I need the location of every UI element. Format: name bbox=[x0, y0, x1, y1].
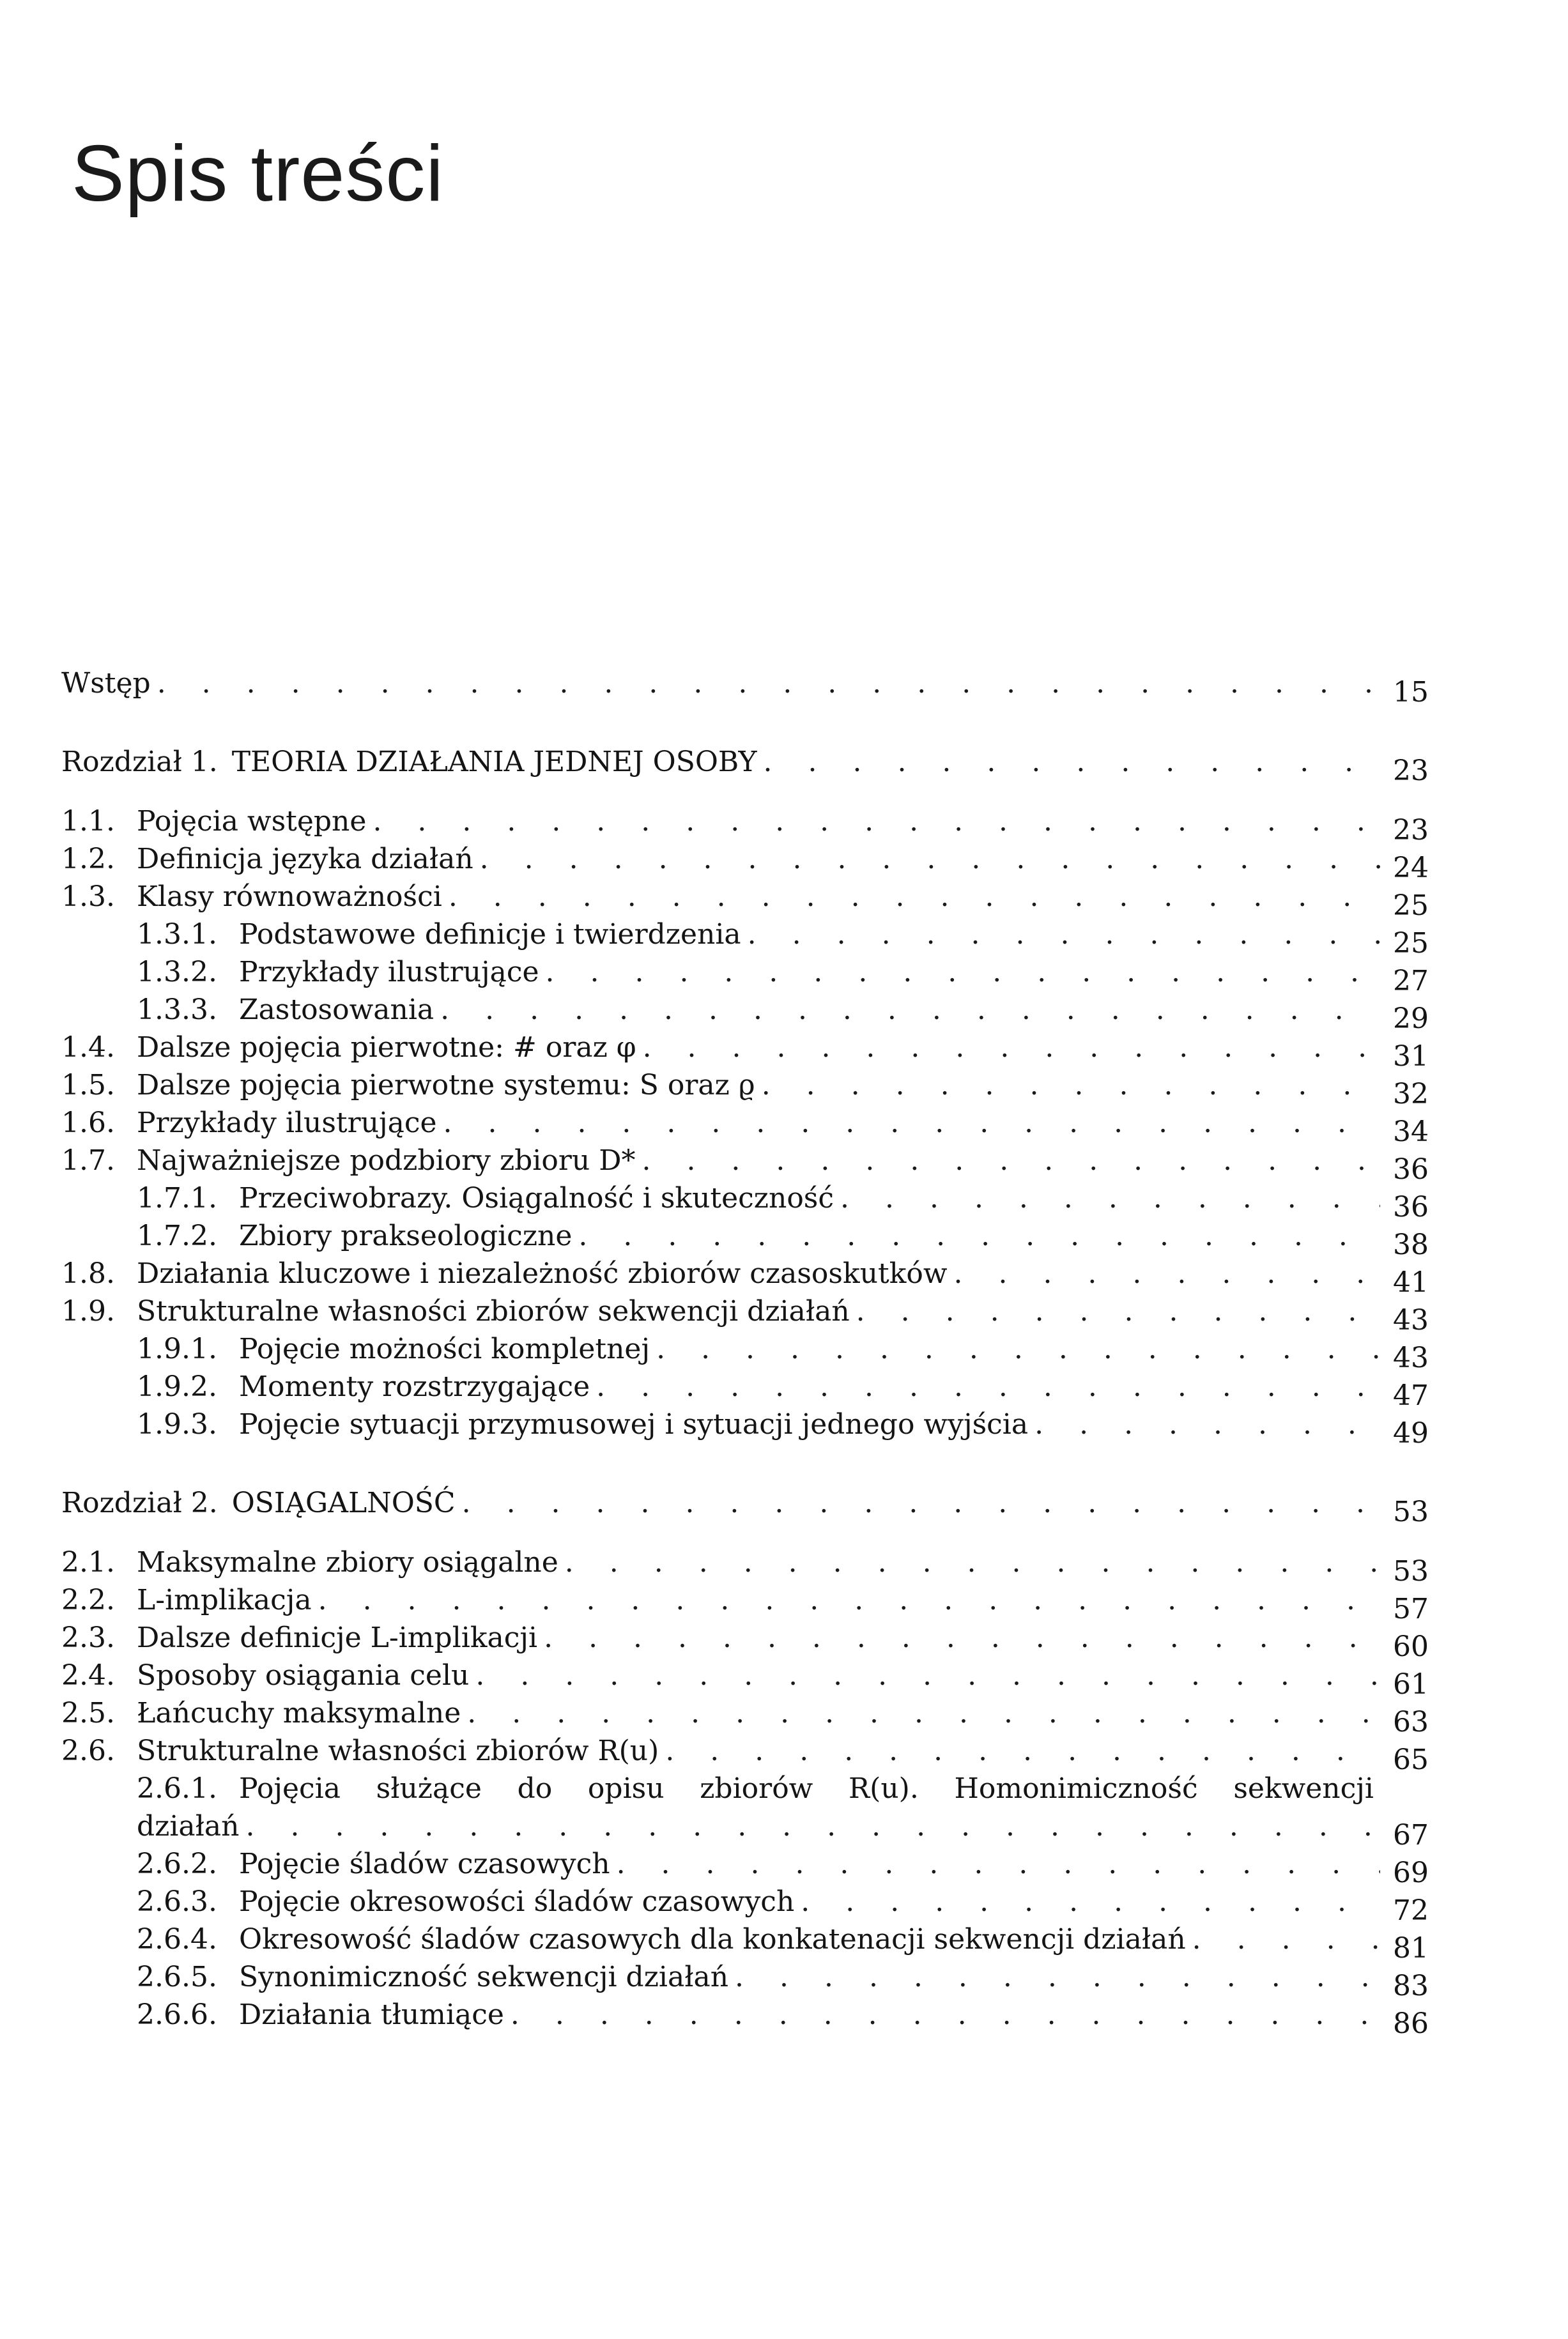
toc-entry-title: Dalsze pojęcia pierwotne: # oraz φ bbox=[137, 1031, 636, 1064]
toc-entry[interactable] bbox=[61, 1368, 1429, 1412]
dot-leader bbox=[318, 1581, 1380, 1619]
toc-entry-title: Strukturalne własności zbiorów sekwencji działań bbox=[137, 1295, 850, 1328]
toc-entry-title: Działania tłumiące bbox=[239, 1998, 504, 2031]
section-number: 2.5. bbox=[61, 1697, 115, 1729]
toc-entry[interactable] bbox=[61, 1732, 1429, 1776]
dot-leader bbox=[246, 1807, 1381, 1845]
toc-entry[interactable] bbox=[61, 1406, 1429, 1450]
toc-chapter-1[interactable] bbox=[61, 743, 1429, 787]
toc-entry[interactable] bbox=[61, 1694, 1429, 1738]
toc-entry[interactable] bbox=[61, 1066, 1429, 1110]
toc-entry[interactable] bbox=[61, 1179, 1429, 1223]
toc-entry[interactable] bbox=[61, 840, 1429, 884]
section-number: 2.6.5. bbox=[137, 1961, 217, 1993]
section-number: 1.3. bbox=[61, 880, 115, 913]
toc-entry[interactable] bbox=[61, 916, 1429, 960]
toc-entry-title: Maksymalne zbiory osiągalne bbox=[137, 1546, 558, 1579]
dot-leader bbox=[801, 1883, 1380, 1921]
section-number: 1.3.2. bbox=[137, 956, 217, 988]
toc-entry-page: 60 bbox=[1393, 1630, 1429, 1663]
toc-entry[interactable] bbox=[61, 802, 1429, 847]
dot-leader bbox=[467, 1694, 1380, 1732]
toc-entry-title: Zbiory prakseologiczne bbox=[239, 1220, 573, 1252]
toc-entry[interactable] bbox=[61, 1921, 1429, 1965]
dot-leader bbox=[480, 840, 1380, 878]
toc-entry[interactable] bbox=[61, 1770, 1429, 1807]
toc-entry-title: Łańcuchy maksymalne bbox=[137, 1697, 461, 1729]
toc-entry-page: 57 bbox=[1393, 1593, 1429, 1625]
toc-entry-title: Najważniejsze podzbiory zbioru D* bbox=[137, 1144, 636, 1177]
toc-entry[interactable] bbox=[61, 1142, 1429, 1186]
dot-leader bbox=[656, 1330, 1380, 1368]
dot-leader bbox=[762, 1066, 1380, 1104]
toc-entry[interactable] bbox=[61, 1581, 1429, 1625]
toc-entry[interactable] bbox=[61, 1330, 1429, 1374]
dot-leader bbox=[449, 878, 1380, 916]
chapter-label: Rozdział 2. bbox=[61, 1487, 218, 1519]
toc-entry[interactable] bbox=[61, 1883, 1429, 1927]
toc-entry-title: Dalsze definicje L-implikacji bbox=[137, 1622, 538, 1654]
toc-entry-page: 83 bbox=[1393, 1970, 1429, 2002]
toc-entry-page: 72 bbox=[1393, 1894, 1429, 1927]
toc-entry-continuation[interactable] bbox=[61, 1807, 1429, 1852]
section-number: 1.4. bbox=[61, 1031, 115, 1064]
section-number: 1.9.2. bbox=[137, 1370, 217, 1403]
toc-entry-intro[interactable] bbox=[61, 664, 1429, 709]
toc-entry-title: Definicja języka działań bbox=[137, 843, 473, 875]
section-number: 2.4. bbox=[61, 1659, 115, 1692]
wrapped-title-block bbox=[239, 1770, 1429, 1807]
toc-entry-title: Strukturalne własności zbiorów R(u) bbox=[137, 1735, 659, 1767]
toc-entry-title: Przeciwobrazy. Osiągalność i skuteczność bbox=[239, 1182, 834, 1215]
dot-leader bbox=[643, 1029, 1380, 1066]
section-number: 1.7. bbox=[61, 1144, 115, 1177]
dot-leader bbox=[157, 664, 1380, 702]
toc-entry-title: Pojęcie śladów czasowych bbox=[239, 1848, 610, 1880]
toc-entry-title: Przykłady ilustrujące bbox=[239, 956, 539, 988]
section-number: 1.9. bbox=[61, 1295, 115, 1328]
toc-entry-title: Sposoby osiągania celu bbox=[137, 1659, 470, 1692]
section-number: 1.9.1. bbox=[137, 1333, 217, 1365]
toc-entry-page: 32 bbox=[1393, 1078, 1429, 1110]
toc-entry-page: 43 bbox=[1393, 1342, 1429, 1374]
dot-leader bbox=[735, 1958, 1380, 1996]
toc-entry-page: 34 bbox=[1393, 1116, 1429, 1148]
dot-leader bbox=[546, 953, 1380, 991]
chapter-label: Rozdział 1. bbox=[61, 746, 218, 778]
dot-leader bbox=[462, 1484, 1380, 1522]
toc-chapter-2[interactable] bbox=[61, 1484, 1429, 1528]
section-number: 2.6.1. bbox=[137, 1772, 217, 1805]
toc-entry[interactable] bbox=[61, 1958, 1429, 2002]
section-number: 1.8. bbox=[61, 1257, 115, 1290]
dot-leader bbox=[475, 1657, 1380, 1694]
toc-entry[interactable] bbox=[61, 1104, 1429, 1148]
section-number: 2.1. bbox=[61, 1546, 115, 1579]
toc-entry[interactable] bbox=[61, 1996, 1429, 2040]
toc-entry[interactable] bbox=[61, 1029, 1429, 1073]
toc-entry[interactable] bbox=[61, 1544, 1429, 1588]
dot-leader bbox=[764, 743, 1380, 781]
toc-entry[interactable] bbox=[61, 1217, 1429, 1261]
toc-entry-page: 53 bbox=[1393, 1555, 1429, 1588]
dot-leader bbox=[748, 916, 1380, 953]
toc-entry-page: 25 bbox=[1393, 889, 1429, 922]
toc-entry-title: Momenty rozstrzygające bbox=[239, 1370, 590, 1403]
dot-leader bbox=[565, 1544, 1380, 1581]
toc-entry[interactable] bbox=[61, 953, 1429, 997]
toc-entry[interactable] bbox=[61, 1619, 1429, 1663]
page-title: Spis treści bbox=[72, 130, 444, 218]
dot-leader bbox=[544, 1619, 1380, 1657]
dot-leader bbox=[1192, 1921, 1380, 1958]
section-number: 1.3.3. bbox=[137, 993, 217, 1026]
toc-entry-page: 36 bbox=[1393, 1191, 1429, 1223]
toc-entry-page: 25 bbox=[1393, 927, 1429, 960]
dot-leader bbox=[596, 1368, 1380, 1406]
toc-entry[interactable] bbox=[61, 1255, 1429, 1299]
section-number: 2.2. bbox=[61, 1584, 115, 1616]
toc-entry-title: Pojęcia służące do opisu zbiorów R(u). Homonimiczność sekwencji bbox=[239, 1772, 1374, 1805]
dot-leader bbox=[840, 1179, 1380, 1217]
section-number: 2.6.3. bbox=[137, 1885, 217, 1918]
toc-entry-title: Podstawowe definicje i twierdzenia bbox=[239, 918, 741, 951]
toc-entry-page: 63 bbox=[1393, 1706, 1429, 1738]
dot-leader bbox=[443, 1104, 1380, 1142]
section-number: 2.6.4. bbox=[137, 1923, 217, 1956]
dot-leader bbox=[617, 1845, 1380, 1883]
dot-leader bbox=[511, 1996, 1380, 2034]
toc-entry[interactable] bbox=[61, 1657, 1429, 1701]
toc-entry-page: 41 bbox=[1393, 1266, 1429, 1299]
toc-entry-title: Pojęcie sytuacji przymusowej i sytuacji jednego wyjścia bbox=[239, 1408, 1029, 1441]
section-number: 2.3. bbox=[61, 1622, 115, 1654]
toc-entry-title: Synonimiczność sekwencji działań bbox=[239, 1961, 729, 1993]
toc-entry-title: Przykłady ilustrujące bbox=[137, 1107, 437, 1139]
toc-entry[interactable] bbox=[61, 1845, 1429, 1889]
toc-entry-page: 15 bbox=[1393, 676, 1429, 709]
chapter-title: OSIĄGALNOŚĆ bbox=[231, 1487, 456, 1519]
toc-entry-title: Klasy równoważności bbox=[137, 880, 442, 913]
section-number: 2.6. bbox=[61, 1735, 115, 1767]
dot-leader bbox=[856, 1292, 1380, 1330]
toc-entry[interactable] bbox=[61, 991, 1429, 1035]
dot-leader bbox=[440, 991, 1380, 1029]
toc-entry-page: 23 bbox=[1393, 814, 1429, 847]
section-number: 1.7.2. bbox=[137, 1220, 217, 1252]
section-number: 1.5. bbox=[61, 1069, 115, 1101]
section-number: 1.3.1. bbox=[137, 918, 217, 951]
section-number: 2.6.2. bbox=[137, 1848, 217, 1880]
section-number: 2.6.6. bbox=[137, 1998, 217, 2031]
toc-entry-page: 65 bbox=[1393, 1744, 1429, 1776]
dot-leader bbox=[642, 1142, 1380, 1179]
toc-entry-title: Okresowość śladów czasowych dla konkatenacji sekwencji działań bbox=[239, 1923, 1186, 1956]
toc-entry-page: 38 bbox=[1393, 1229, 1429, 1261]
toc-entry-title: Pojęcia wstępne bbox=[137, 805, 367, 838]
toc-entry-title: Wstęp bbox=[61, 667, 151, 700]
toc-entry-page: 81 bbox=[1393, 1932, 1429, 1965]
toc-entry[interactable] bbox=[61, 878, 1429, 922]
toc-entry-page: 61 bbox=[1393, 1668, 1429, 1701]
dot-leader bbox=[373, 802, 1380, 840]
toc-entry-title-continued: działań bbox=[137, 1810, 240, 1843]
dot-leader bbox=[954, 1255, 1380, 1292]
section-number: 1.9.3. bbox=[137, 1408, 217, 1441]
toc-entry-page: 86 bbox=[1393, 2007, 1429, 2040]
toc-entry-page: 29 bbox=[1393, 1002, 1429, 1035]
toc-entry-title: Działania kluczowe i niezależność zbiorów czasoskutków bbox=[137, 1257, 948, 1290]
toc-entry-page: 49 bbox=[1393, 1417, 1429, 1450]
toc-entry-page: 27 bbox=[1393, 965, 1429, 997]
toc-entry-page: 53 bbox=[1393, 1496, 1429, 1528]
toc-entry-title: Pojęcie możności kompletnej bbox=[239, 1333, 650, 1365]
toc-entry-title: Zastosowania bbox=[239, 993, 434, 1026]
section-number: 1.6. bbox=[61, 1107, 115, 1139]
table-of-contents bbox=[61, 664, 1429, 2040]
toc-entry-page: 47 bbox=[1393, 1379, 1429, 1412]
dot-leader bbox=[578, 1217, 1380, 1255]
section-number: 1.1. bbox=[61, 805, 115, 838]
chapter-title: TEORIA DZIAŁANIA JEDNEJ OSOBY bbox=[231, 746, 757, 778]
toc-entry-page: 69 bbox=[1393, 1857, 1429, 1889]
section-number: 1.2. bbox=[61, 843, 115, 875]
toc-entry[interactable] bbox=[61, 1292, 1429, 1337]
toc-entry-page: 36 bbox=[1393, 1153, 1429, 1186]
toc-entry-page: 67 bbox=[1393, 1819, 1429, 1852]
dot-leader bbox=[1034, 1406, 1380, 1443]
toc-entry-page: 31 bbox=[1393, 1040, 1429, 1073]
toc-entry-page: 43 bbox=[1393, 1304, 1429, 1337]
dot-leader bbox=[665, 1732, 1380, 1770]
toc-entry-title: Dalsze pojęcia pierwotne systemu: S oraz ϱ bbox=[137, 1069, 755, 1101]
toc-entry-page: 24 bbox=[1393, 852, 1429, 884]
toc-entry-title: Pojęcie okresowości śladów czasowych bbox=[239, 1885, 795, 1918]
toc-entry-page: 23 bbox=[1393, 755, 1429, 787]
section-number: 1.7.1. bbox=[137, 1182, 217, 1215]
toc-entry-title: L-implikacja bbox=[137, 1584, 312, 1616]
